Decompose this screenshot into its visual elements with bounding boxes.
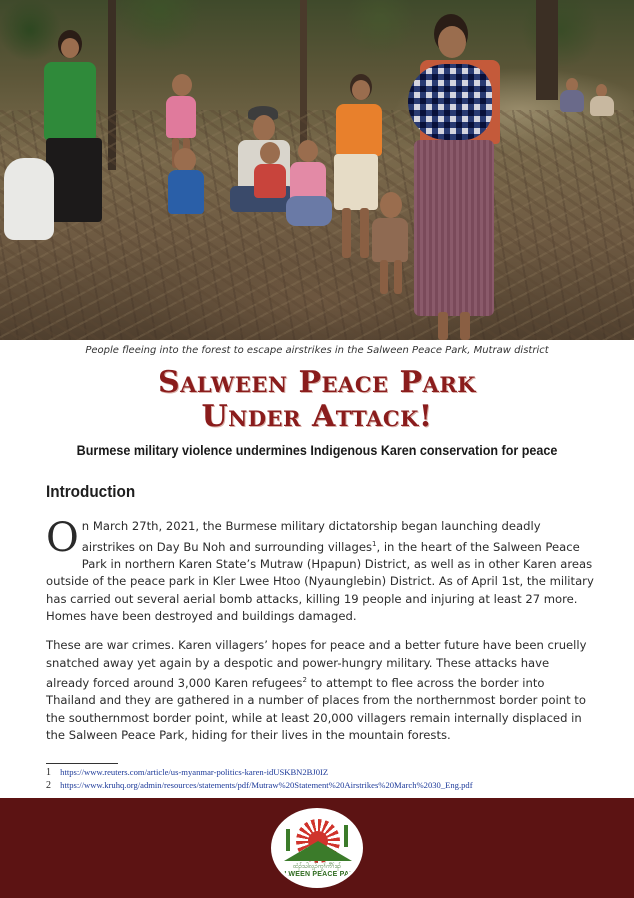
footnote-divider [46,763,118,764]
paragraph-2-text-a: These are war crimes. Karen villagers’ hopes for peace and a better future have been cruelly snatched away yet again by a despotic and power-hungry military. These attacks have already forced around 3,000 Karen refugees [46,638,587,690]
section-heading-introduction: Introduction [46,482,136,501]
footnote-item [46,779,606,792]
footnote-number: 1 [46,767,51,778]
logo-tree-icon [286,829,290,851]
paragraph-2-text-b: to attempt to flee across the border into Thailand and they are gathered in a number of places from the northernmost border point to the southernmost border point, while at least 20,000 villagers remain internally displaced in the Salween Peace Park, hiding for their lives in the mountain forests. [46,675,586,743]
drop-cap: O [46,515,79,561]
paragraph-2 [46,637,594,745]
footnotes [46,766,606,792]
paragraph-1-text-b: , in the heart of the Salween Peace Park in northern Karen State’s Mutraw (Hpapun) District, as well as in other Karen areas outside of the peace park in Kler Lwee Htoo (Nyaunglebin) District. As of April 1st, the military has carried out several aerial bomb attacks, killing 19 people and injuring at least 27 more. Homes have been destroyed and buildings damaged. [46,539,594,624]
logo-karen-script: ထံၣ်သါလ့ၣ်ကွၢ်ကီၢ်ဒၣ် [292,863,342,870]
footnote-link[interactable]: https://www.reuters.com/article/us-myanmar-politics-karen-idUSKBN2BJ0IZ [60,767,329,777]
photo-caption: People fleeing into the forest to escape airstrikes in the Salween Peace Park, Mutraw district [85,345,549,356]
hero-photo [0,0,634,340]
page-title [0,366,634,434]
footnote-ref-2[interactable]: 2 [302,676,307,684]
tree-trunk [536,0,558,100]
footnote-ref-1[interactable]: 1 [372,539,377,548]
paragraph-1 [46,515,594,626]
footnote-item [46,766,606,779]
footnote-link[interactable]: https://www.kruhq.org/admin/resources/statements/pdf/Mutraw%20Statement%20Airstrikes%20March%2030_Eng.pdf [60,780,473,790]
page-subtitle: Burmese military violence undermines Indigenous Karen conservation for peace [76,443,558,458]
logo-wordmark: SALWEEN PEACE PARK [274,871,360,878]
title-line-2: Under Attack! [201,399,433,434]
logo-mountain-icon [284,841,352,861]
title-line-1: Salween Peace Park [157,365,477,400]
salween-peace-park-logo [271,808,363,888]
footnote-number: 2 [46,780,51,791]
paragraph-1-text-a: n March 27th, 2021, the Burmese military dictatorship began launching deadly airstrikes on Day Bu Noh and surrounding villages [81,519,541,554]
logo-tree-icon [344,825,348,847]
